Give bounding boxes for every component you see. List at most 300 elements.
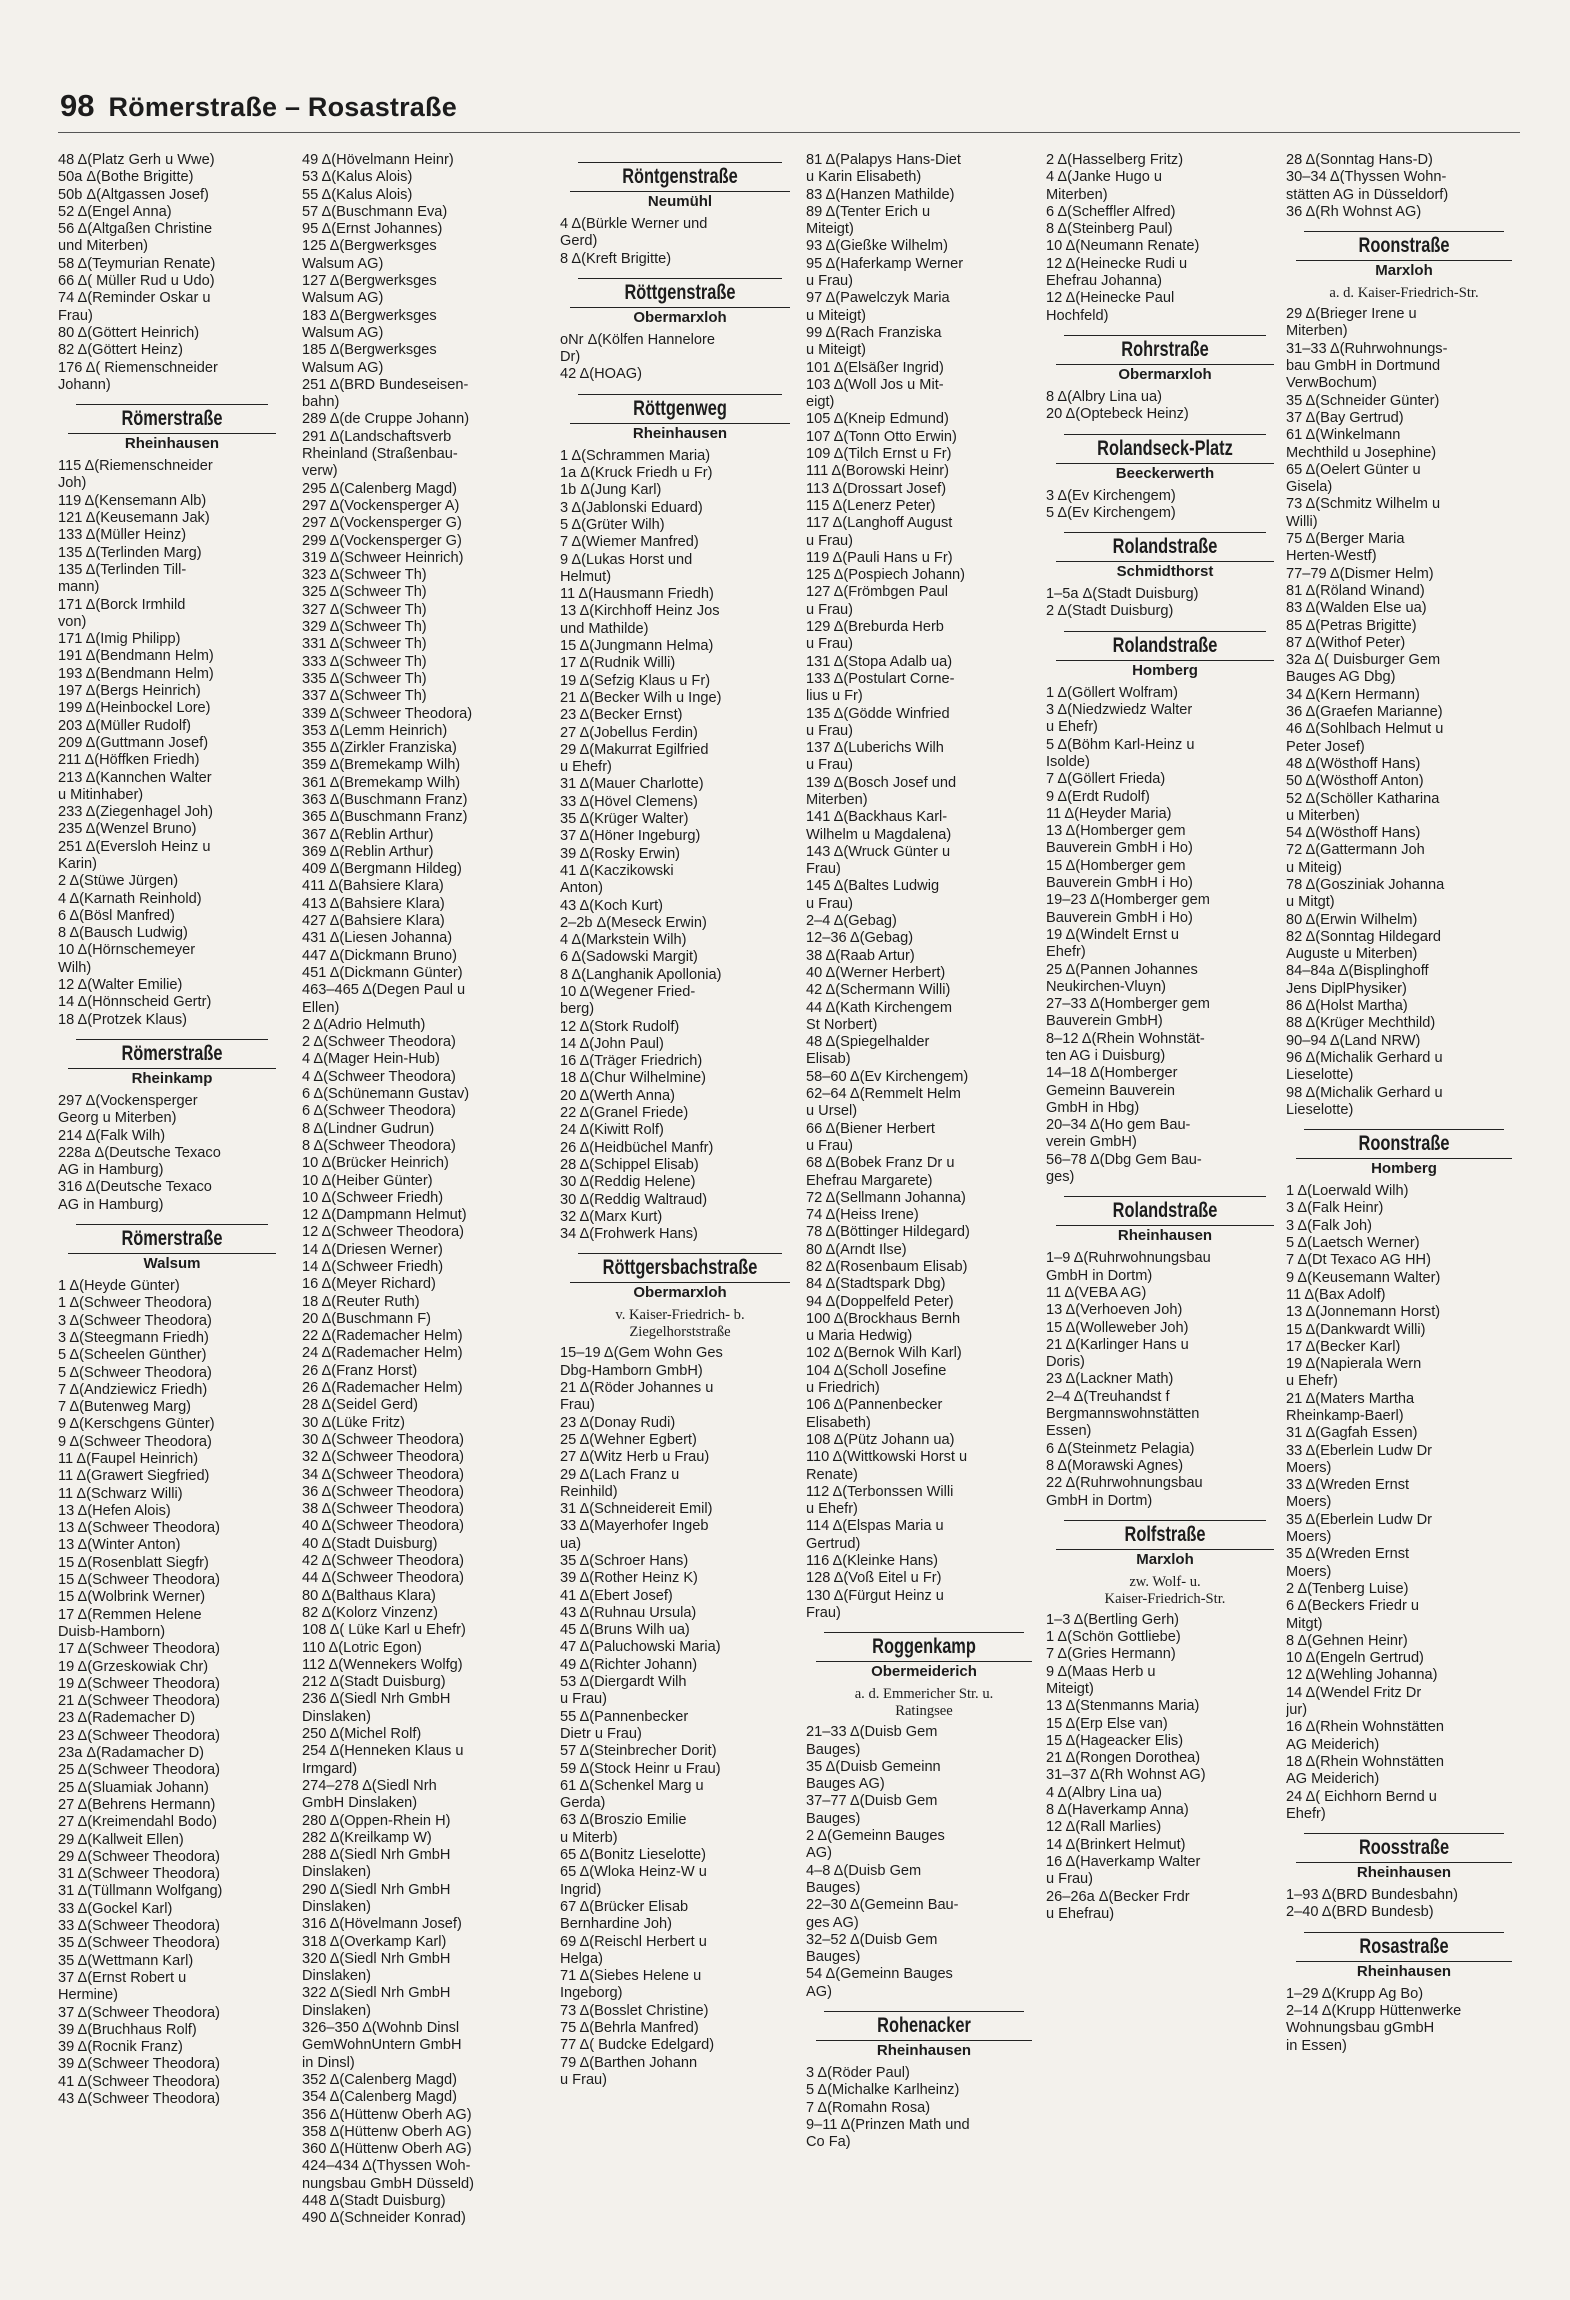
address-entry: 19 Δ(Grzeskowiak Chr) — [58, 1658, 209, 1675]
address-entry: Doris) — [1046, 1354, 1085, 1371]
address-entry: GmbH in Dortm) — [1046, 1267, 1153, 1284]
address-entry: 98 Δ(Michalik Gerhard u — [1286, 1084, 1443, 1101]
address-entry: 1 Δ(Schön Gottliebe) — [1046, 1629, 1181, 1646]
address-entry: 3 Δ(Falk Joh) — [1286, 1217, 1372, 1234]
address-entry: u Miteigt) — [806, 342, 867, 359]
street-heading — [1286, 1932, 1522, 1982]
address-entry: 42 Δ(Schweer Theodora) — [302, 1553, 464, 1570]
address-entry: 47 Δ(Paluchowski Maria) — [560, 1639, 721, 1656]
address-entry: 128 Δ(Voß Eitel u Fr) — [806, 1570, 942, 1587]
address-entry: 108 Δ(Pütz Johann ua) — [806, 1431, 955, 1448]
district-name: Rheinhausen — [632, 424, 728, 442]
address-entry: Helga) — [560, 1950, 603, 1967]
address-entry: Walsum AG) — [302, 324, 384, 341]
address-entry: 5 Δ(Grüter Wilh) — [560, 516, 665, 533]
address-entry: 20 Δ(Werth Anna) — [560, 1087, 675, 1104]
address-entry: 2–4 Δ(Gebag) — [806, 913, 897, 930]
address-entry: 13 Δ(Kirchhoff Heinz Jos — [560, 603, 720, 620]
address-entry: 93 Δ(Gießke Wilhelm) — [806, 238, 948, 255]
address-entry: 101 Δ(Elsäßer Ingrid) — [806, 359, 944, 376]
address-entry: GmbH Dinslaken) — [302, 1795, 418, 1812]
address-entry: 74 Δ(Heiss Irene) — [806, 1207, 919, 1224]
address-entry: 32a Δ( Duisburger Gem — [1286, 652, 1441, 669]
address-entry: 15 Δ(Dankwardt Willi) — [1286, 1321, 1426, 1338]
address-entry: 20–34 Δ(Ho gem Bau- — [1046, 1117, 1191, 1134]
address-entry: Gisela) — [1286, 479, 1333, 496]
address-entry: 23 Δ(Lackner Math) — [1046, 1371, 1174, 1388]
address-entry: 323 Δ(Schweer Th) — [302, 567, 427, 584]
address-entry: 25 Δ(Pannen Johannes — [1046, 961, 1198, 978]
street-name: Rolandstraße — [1112, 633, 1218, 657]
address-entry: 11 Δ(Faupel Heinrich) — [58, 1451, 199, 1467]
address-entry: u Miterb) — [560, 1829, 618, 1846]
address-entry: Auguste u Miterben) — [1286, 946, 1418, 963]
street-heading — [1046, 335, 1284, 385]
address-entry: 40 Δ(Werner Herbert) — [806, 964, 946, 981]
address-entry: 31–37 Δ(Rh Wohnst AG) — [1046, 1767, 1206, 1784]
address-entry: 6 Δ(Bösl Manfred) — [58, 907, 175, 924]
address-entry: 83 Δ(Hanzen Mathilde) — [806, 186, 955, 203]
address-entry: Duisb-Hamborn) — [58, 1623, 166, 1640]
address-entry: Georg u Miterben) — [58, 1110, 177, 1127]
street-heading — [58, 404, 286, 454]
district-name: Homberg — [1371, 1160, 1437, 1178]
address-entry: 25 Δ(Wehner Egbert) — [560, 1431, 697, 1448]
address-entry: 335 Δ(Schweer Th) — [302, 670, 427, 687]
page-title: Römerstraße – Rosastraße — [108, 92, 457, 122]
street-heading — [806, 1632, 1042, 1720]
street-heading — [1046, 1520, 1284, 1608]
address-entry: eigt) — [806, 394, 835, 411]
address-entry: 413 Δ(Bahsiere Klara) — [302, 895, 445, 912]
address-entry: 39 Δ(Bruchhaus Rolf) — [58, 2021, 197, 2038]
address-entry: 228a Δ(Deutsche Texaco — [58, 1144, 221, 1161]
address-entry: 44 Δ(Kath Kirchengem — [806, 999, 953, 1016]
street-range: zw. Wolf- u. — [1129, 1573, 1201, 1590]
address-entry: 115 Δ(Lenerz Peter) — [806, 497, 936, 514]
address-entry: 171 Δ(Imig Philipp) — [58, 631, 181, 648]
address-entry: Dbg-Hamborn GmbH) — [560, 1362, 703, 1379]
address-entry: berg) — [560, 1001, 595, 1018]
address-entry: 7 Δ(Andziewicz Friedh) — [58, 1381, 208, 1398]
address-entry: Walsum AG) — [302, 255, 384, 272]
address-entry: 80 Δ(Arndt Ilse) — [806, 1241, 907, 1258]
address-entry: Walsum AG) — [302, 359, 384, 376]
street-heading — [806, 2011, 1042, 2061]
address-entry: 358 Δ(Hüttenw Oberh AG) — [302, 2123, 472, 2140]
address-entry: 13 Δ(Hefen Alois) — [58, 1502, 171, 1519]
address-entry: AG Meiderich) — [1286, 1771, 1380, 1788]
address-entry: 81 Δ(Palapys Hans-Diet — [806, 152, 961, 168]
address-entry: 17 Δ(Rudnik Willi) — [560, 655, 676, 672]
address-entry: 30 Δ(Reddig Helene) — [560, 1174, 696, 1191]
address-entry: 211 Δ(Höffken Friedh) — [58, 752, 200, 769]
address-entry: 274–278 Δ(Siedl Nrh — [302, 1777, 437, 1794]
address-entry: 135 Δ(Gödde Winfried — [806, 705, 950, 722]
address-entry: 411 Δ(Bahsiere Klara) — [302, 878, 444, 895]
address-entry: 13 Δ(Schweer Theodora) — [58, 1520, 220, 1537]
address-entry: 1–3 Δ(Bertling Gerh) — [1046, 1611, 1180, 1628]
address-entry: 4 Δ(Markstein Wilh) — [560, 932, 687, 949]
address-entry: 117 Δ(Langhoff August — [806, 515, 953, 532]
address-entry: 490 Δ(Schneider Konrad) — [302, 2210, 466, 2227]
address-entry: Bauges AG Dbg) — [1286, 669, 1396, 686]
address-entry: Herten-Westf) — [1286, 548, 1377, 565]
address-entry: Wilh) — [58, 959, 92, 976]
address-entry: 15 Δ(Erp Else van) — [1046, 1715, 1168, 1732]
address-entry: 299 Δ(Vockensperger G) — [302, 532, 462, 549]
address-entry: 214 Δ(Falk Wilh) — [58, 1127, 166, 1144]
address-entry: 360 Δ(Hüttenw Oberh AG) — [302, 2141, 472, 2158]
street-name: Roosstraße — [1358, 1836, 1450, 1860]
address-entry: 18 Δ(Rhein Wohnstätten — [1286, 1753, 1444, 1770]
address-entry: u Frau) — [806, 601, 854, 618]
address-entry: 37 Δ(Schweer Theodora) — [58, 2004, 220, 2021]
address-entry: 24 Δ(Rademacher Helm) — [302, 1345, 463, 1362]
directory-column — [806, 152, 1042, 2151]
address-entry: 63 Δ(Broszio Emilie — [560, 1812, 687, 1829]
address-entry: 34 Δ(Frohwerk Hans) — [560, 1226, 698, 1243]
address-entry: 23 Δ(Donay Rudi) — [560, 1414, 676, 1431]
address-entry: 40 Δ(Schweer Theodora) — [302, 1518, 464, 1535]
header-rule — [58, 132, 1520, 133]
address-entry: Frau) — [806, 1604, 841, 1621]
address-entry: 139 Δ(Bosch Josef und — [806, 774, 957, 791]
page-header — [60, 88, 520, 128]
address-entry: stätten AG in Düsseldorf) — [1286, 186, 1449, 203]
address-entry: ges) — [1046, 1169, 1075, 1186]
address-entry: 27 Δ(Witz Herb u Frau) — [560, 1449, 710, 1466]
address-entry: 409 Δ(Bergmann Hildeg) — [302, 861, 462, 878]
address-entry: 29 Δ(Lach Franz u — [560, 1466, 680, 1483]
address-entry: 282 Δ(Kreilkamp W) — [302, 1829, 432, 1846]
address-entry: 22 Δ(Ruhrwohnungsbau — [1046, 1475, 1203, 1492]
address-entry: Moers) — [1286, 1494, 1332, 1511]
address-entry: Ehefr) — [1286, 1805, 1326, 1822]
address-entry: Renate) — [806, 1466, 858, 1483]
address-entry: Walsum AG) — [302, 290, 384, 307]
address-entry: 251 Δ(BRD Bundeseisen- — [302, 376, 469, 393]
street-name: Rolandseck-Platz — [1097, 436, 1233, 460]
address-entry: 38 Δ(Raab Artur) — [806, 947, 915, 964]
address-entry: 29 Δ(Makurrat Egilfried — [560, 741, 709, 758]
address-entry: u Mitinhaber) — [58, 786, 144, 803]
address-entry: 295 Δ(Calenberg Magd) — [302, 480, 457, 497]
address-entry: 3 Δ(Ev Kirchengem) — [1046, 487, 1176, 504]
address-entry: 9 Δ(Kerschgens Günter) — [58, 1416, 215, 1433]
address-entry: 80 Δ(Balthaus Klara) — [302, 1587, 436, 1604]
street-name: Rosastraße — [1359, 1934, 1449, 1958]
address-entry: 2 Δ(Adrio Helmuth) — [302, 1016, 426, 1033]
address-entry: 55 Δ(Pannenbecker — [560, 1708, 689, 1725]
address-entry: 15 Δ(Wolbrink Werner) — [58, 1589, 206, 1606]
address-entry: 29 Δ(Brieger Irene u — [1286, 306, 1417, 323]
address-entry: 38 Δ(Schweer Theodora) — [302, 1501, 464, 1518]
address-entry: 49 Δ(Richter Johann) — [560, 1656, 698, 1673]
address-entry: Helmut) — [560, 568, 612, 585]
street-name: Röttgersbachstraße — [602, 1256, 758, 1280]
address-entry: 14–18 Δ(Homberger — [1046, 1065, 1178, 1082]
address-entry: 36 Δ(Graefen Marianne) — [1286, 704, 1443, 721]
address-entry: 251 Δ(Eversloh Heinz u — [58, 838, 211, 855]
address-entry: 191 Δ(Bendmann Helm) — [58, 648, 214, 665]
address-entry: 57 Δ(Buschmann Eva) — [302, 203, 448, 220]
address-entry: 89 Δ(Tenter Erich u — [806, 203, 931, 220]
address-entry: 116 Δ(Kleinke Hans) — [806, 1553, 938, 1570]
address-entry: 24 Δ( Eichhorn Bernd u — [1286, 1788, 1437, 1805]
street-name: Römerstraße — [121, 407, 223, 431]
district-name: Rheinhausen — [1117, 1227, 1213, 1245]
address-entry: 42 Δ(Schermann Willi) — [806, 982, 951, 999]
address-entry: Bauverein GmbH i Ho) — [1046, 909, 1193, 926]
address-entry: 21 Δ(Karlinger Hans u — [1046, 1336, 1189, 1353]
address-entry: 82 Δ(Sonntag Hildegard — [1286, 928, 1441, 945]
address-entry: 21 Δ(Becker Wilh u Inge) — [560, 689, 722, 706]
street-name: Röntgenstraße — [622, 165, 738, 188]
address-entry: 145 Δ(Baltes Ludwig — [806, 878, 940, 895]
address-entry: AG) — [806, 1983, 832, 2000]
address-entry: 1 Δ(Schrammen Maria) — [560, 447, 711, 464]
address-entry: 13 Δ(Jonnemann Horst) — [1286, 1304, 1441, 1321]
street-range: a. d. Kaiser-Friedrich-Str. — [1329, 285, 1479, 302]
address-entry: 363 Δ(Buschmann Franz) — [302, 791, 468, 808]
address-entry: in Essen) — [1286, 2037, 1347, 2054]
address-entry: 56 Δ(Altgaßen Christine — [58, 221, 213, 238]
address-entry: 61 Δ(Winkelmann — [1286, 427, 1401, 444]
address-entry: Hermine) — [58, 1987, 119, 2004]
address-entry: Co Fa) — [806, 2134, 851, 2151]
address-entry: 127 Δ(Frömbgen Paul — [806, 584, 948, 601]
address-entry: 6 Δ(Sadowski Margit) — [560, 949, 698, 966]
address-entry: Ehefr) — [1046, 944, 1086, 961]
address-entry: 12 Δ(Wehling Johanna) — [1286, 1667, 1438, 1684]
address-entry: 78 Δ(Böttinger Hildegard) — [806, 1224, 970, 1241]
address-entry: von) — [58, 613, 87, 630]
district-name: Obermeiderich — [871, 1663, 977, 1681]
address-entry: 451 Δ(Dickmann Günter) — [302, 964, 463, 981]
address-entry: 233 Δ(Ziegenhagel Joh) — [58, 804, 213, 821]
address-entry: 16 Δ(Rhein Wohnstätten — [1286, 1719, 1444, 1736]
address-entry: 9 Δ(Keusemann Walter) — [1286, 1269, 1441, 1286]
address-entry: 39 Δ(Rosky Erwin) — [560, 845, 681, 862]
address-entry: 125 Δ(Bergwerksges — [302, 238, 437, 255]
street-range: Ziegelhorststraße — [629, 1324, 731, 1341]
address-entry: 3 Δ(Jablonski Eduard) — [560, 499, 703, 516]
address-entry: 57 Δ(Steinbrecher Dorit) — [560, 1743, 717, 1760]
address-entry: 35 Δ(Eberlein Ludw Dr — [1286, 1511, 1433, 1528]
district-name: Obermarxloh — [1118, 365, 1212, 383]
address-entry: 11 Δ(Hausmann Friedh) — [560, 586, 714, 603]
district-name: Rheinhausen — [1356, 1962, 1452, 1980]
address-entry: Frau) — [58, 307, 93, 324]
address-entry: 290 Δ(Siedl Nrh GmbH — [302, 1881, 451, 1898]
address-entry: 12 Δ(Heinecke Paul — [1046, 290, 1175, 307]
address-entry: 4 Δ(Janke Hugo u — [1046, 169, 1163, 186]
district-name: Neumühl — [647, 193, 713, 210]
address-entry: 50b Δ(Altgassen Josef) — [58, 186, 209, 203]
address-entry: 75 Δ(Berger Maria — [1286, 531, 1405, 548]
address-entry: 33 Δ(Schweer Theodora) — [58, 1918, 220, 1935]
address-entry: 12 Δ(Schweer Theodora) — [302, 1224, 464, 1241]
address-entry: 1b Δ(Jung Karl) — [560, 482, 662, 499]
address-entry: Dietr u Frau) — [560, 1725, 642, 1742]
address-entry: 102 Δ(Bernok Wilh Karl) — [806, 1345, 962, 1362]
address-entry: 82 Δ(Rosenbaum Elisab) — [806, 1259, 968, 1275]
address-entry: 6 Δ(Schünemann Gustav) — [302, 1086, 470, 1103]
address-entry: 13 Δ(Homberger gem — [1046, 823, 1186, 840]
address-entry: u Frau) — [560, 1691, 608, 1708]
address-entry: 7 Δ(Göllert Frieda) — [1046, 771, 1166, 788]
address-entry: 12 Δ(Heinecke Rudi u — [1046, 255, 1188, 272]
address-entry: 424–434 Δ(Thyssen Woh- — [302, 2158, 471, 2175]
address-entry: 12–36 Δ(Gebag) — [806, 930, 914, 947]
address-entry: 36 Δ(Schweer Theodora) — [302, 1483, 464, 1500]
address-entry: 326–350 Δ(Wohnb Dinsl — [302, 2020, 460, 2037]
address-entry: 20 Δ(Optebeck Heinz) — [1046, 406, 1189, 423]
district-name: Rheinhausen — [1356, 1864, 1452, 1882]
address-entry: 22 Δ(Rademacher Helm) — [302, 1328, 463, 1345]
address-entry: u Frau) — [806, 722, 854, 739]
address-entry: 1 Δ(Göllert Wolfram) — [1046, 684, 1178, 701]
address-entry: 5 Δ(Michalke Karlheinz) — [806, 2082, 960, 2099]
address-entry: Rheinkamp-Baerl) — [1286, 1408, 1404, 1424]
address-entry: 365 Δ(Buschmann Franz) — [302, 809, 468, 826]
address-entry: Gerd) — [560, 233, 598, 250]
address-entry: 10 Δ(Wegener Fried- — [560, 983, 696, 1000]
address-entry: Joh) — [58, 475, 87, 492]
address-entry: 9 Δ(Schweer Theodora) — [58, 1433, 212, 1450]
address-entry: 337 Δ(Schweer Th) — [302, 688, 427, 705]
address-entry: u Frau) — [806, 1137, 854, 1154]
address-entry: 31 Δ(Gagfah Essen) — [1286, 1425, 1418, 1442]
address-entry: 12 Δ(Stork Rudolf) — [560, 1018, 680, 1035]
address-entry: 113 Δ(Drossart Josef) — [806, 480, 947, 497]
address-entry: Bauges) — [806, 1879, 861, 1896]
address-entry: 333 Δ(Schweer Th) — [302, 653, 427, 670]
address-entry: 254 Δ(Henneken Klaus u — [302, 1743, 464, 1760]
address-entry: 112 Δ(Wennekers Wolfg) — [302, 1656, 463, 1673]
address-entry: 48 Δ(Platz Gerh u Wwe) — [58, 152, 215, 168]
address-entry: 31 Δ(Schweer Theodora) — [58, 1866, 220, 1883]
address-entry: 13 Δ(Winter Anton) — [58, 1537, 181, 1554]
address-entry: oNr Δ(Kölfen Hannelore — [560, 331, 715, 348]
address-entry: Bauges) — [806, 1741, 861, 1758]
address-entry: 96 Δ(Michalik Gerhard u — [1286, 1049, 1443, 1066]
address-entry: ten AG i Duisburg) — [1046, 1047, 1166, 1064]
address-entry: 43 Δ(Koch Kurt) — [560, 897, 664, 914]
address-entry: 31 Δ(Schneidereit Emil) — [560, 1501, 713, 1518]
address-entry: 48 Δ(Spiegelhalder — [806, 1034, 930, 1051]
address-entry: 21 Δ(Schweer Theodora) — [58, 1693, 220, 1710]
address-entry: 24 Δ(Kiwitt Rolf) — [560, 1122, 664, 1139]
address-entry: 133 Δ(Müller Heinz) — [58, 527, 187, 544]
address-entry: 1 Δ(Schweer Theodora) — [58, 1295, 212, 1312]
address-entry: 74 Δ(Reminder Oskar u — [58, 290, 211, 307]
address-entry: 53 Δ(Diergardt Wilh — [560, 1674, 687, 1691]
street-heading — [1286, 1129, 1522, 1179]
address-entry: 6 Δ(Beckers Friedr u — [1286, 1598, 1420, 1615]
street-name: Rolandstraße — [1112, 1199, 1218, 1223]
address-entry: 125 Δ(Pospiech Johann) — [806, 567, 966, 584]
address-entry: 16 Δ(Meyer Richard) — [302, 1276, 436, 1293]
address-entry: 5 Δ(Ev Kirchengem) — [1046, 504, 1176, 521]
address-entry: Irmgard) — [302, 1760, 358, 1777]
address-entry: 127 Δ(Bergwerksges — [302, 273, 437, 290]
address-entry: 8 Δ(Bausch Ludwig) — [58, 925, 188, 942]
address-entry: 7 Δ(Butenweg Marg) — [58, 1399, 192, 1416]
address-entry: u Ehefr) — [806, 1501, 858, 1518]
address-entry: 193 Δ(Bendmann Helm) — [58, 665, 214, 682]
address-entry: 447 Δ(Dickmann Bruno) — [302, 947, 457, 964]
address-entry: 10 Δ(Schweer Friedh) — [302, 1189, 444, 1206]
address-entry: VerwBochum) — [1286, 375, 1377, 392]
address-entry: 30 Δ(Reddig Waltraud) — [560, 1191, 708, 1208]
address-entry: 114 Δ(Elspas Maria u — [806, 1518, 944, 1535]
address-entry: 3 Δ(Steegmann Friedh) — [58, 1329, 209, 1346]
street-name: Rolandstraße — [1112, 535, 1218, 559]
address-entry: 5 Δ(Schweer Theodora) — [58, 1364, 212, 1381]
address-entry: 32 Δ(Schweer Theodora) — [302, 1449, 464, 1466]
address-entry: 10 Δ(Neumann Renate) — [1046, 238, 1200, 255]
district-name: Walsum — [143, 1255, 201, 1273]
address-entry: 58–60 Δ(Ev Kirchengem) — [806, 1068, 969, 1085]
address-entry: 143 Δ(Wruck Günter u — [806, 843, 951, 860]
address-entry: 5 Δ(Laetsch Werner) — [1286, 1235, 1420, 1252]
address-entry: Mechthild u Josephine) — [1286, 444, 1437, 461]
address-entry: 94 Δ(Doppelfeld Peter) — [806, 1293, 954, 1310]
address-entry: 42 Δ(HOAG) — [560, 366, 642, 383]
street-heading — [1046, 532, 1284, 582]
address-entry: 50a Δ(Bothe Brigitte) — [58, 169, 194, 186]
address-entry: 20 Δ(Buschmann F) — [302, 1310, 431, 1327]
address-entry: 33 Δ(Mayerhofer Ingeb — [560, 1518, 709, 1535]
street-heading — [58, 1224, 286, 1274]
address-entry: 353 Δ(Lemm Heinrich) — [302, 722, 448, 739]
address-entry: 53 Δ(Kalus Alois) — [302, 169, 413, 186]
address-entry: u Maria Hedwig) — [806, 1328, 913, 1345]
street-heading — [560, 162, 800, 212]
address-entry: 4 Δ(Albry Lina ua) — [1046, 1784, 1163, 1801]
address-entry: 250 Δ(Michel Rolf) — [302, 1726, 422, 1743]
address-entry: 15 Δ(Wolleweber Joh) — [1046, 1319, 1189, 1336]
address-entry: 4–8 Δ(Duisb Gem — [806, 1862, 922, 1879]
address-entry: 339 Δ(Schweer Theodora) — [302, 705, 473, 722]
address-entry: 40 Δ(Stadt Duisburg) — [302, 1535, 438, 1552]
address-entry: u Ehefrau) — [1046, 1905, 1115, 1922]
address-entry: 62–64 Δ(Remmelt Helm — [806, 1086, 961, 1103]
address-entry: 2 Δ(Hasselberg Fritz) — [1046, 152, 1184, 168]
address-entry: 39 Δ(Rother Heinz K) — [560, 1570, 698, 1587]
address-entry: 19 Δ(Sefzig Klaus u Fr) — [560, 672, 711, 689]
address-entry: 12 Δ(Dampmann Helmut) — [302, 1207, 467, 1224]
address-entry: bau GmbH in Dortmund — [1286, 358, 1441, 375]
address-entry: 28 Δ(Sonntag Hans-D) — [1286, 152, 1433, 168]
address-entry: 68 Δ(Bobek Franz Dr u — [806, 1155, 955, 1172]
address-entry: 110 Δ(Lotric Egon) — [302, 1639, 422, 1656]
address-entry: 13 Δ(Stenmanns Maria) — [1046, 1698, 1200, 1715]
address-entry: 36 Δ(Rh Wohnst AG) — [1286, 203, 1422, 220]
street-heading — [1046, 1196, 1284, 1246]
address-entry: 1–93 Δ(BRD Bundesbahn) — [1286, 1887, 1459, 1904]
street-heading — [560, 1253, 800, 1341]
address-entry: 23a Δ(Radamacher D) — [58, 1745, 205, 1762]
address-entry: 31 Δ(Tüllmann Wolfgang) — [58, 1883, 223, 1900]
address-entry: Dinslaken) — [302, 1968, 371, 1985]
address-entry: 4 Δ(Karnath Reinhold) — [58, 890, 202, 907]
address-entry: 212 Δ(Stadt Duisburg) — [302, 1674, 446, 1691]
address-entry: 69 Δ(Reischl Herbert u — [560, 1933, 707, 1950]
address-entry: 2–40 Δ(BRD Bundesb) — [1286, 1904, 1434, 1921]
